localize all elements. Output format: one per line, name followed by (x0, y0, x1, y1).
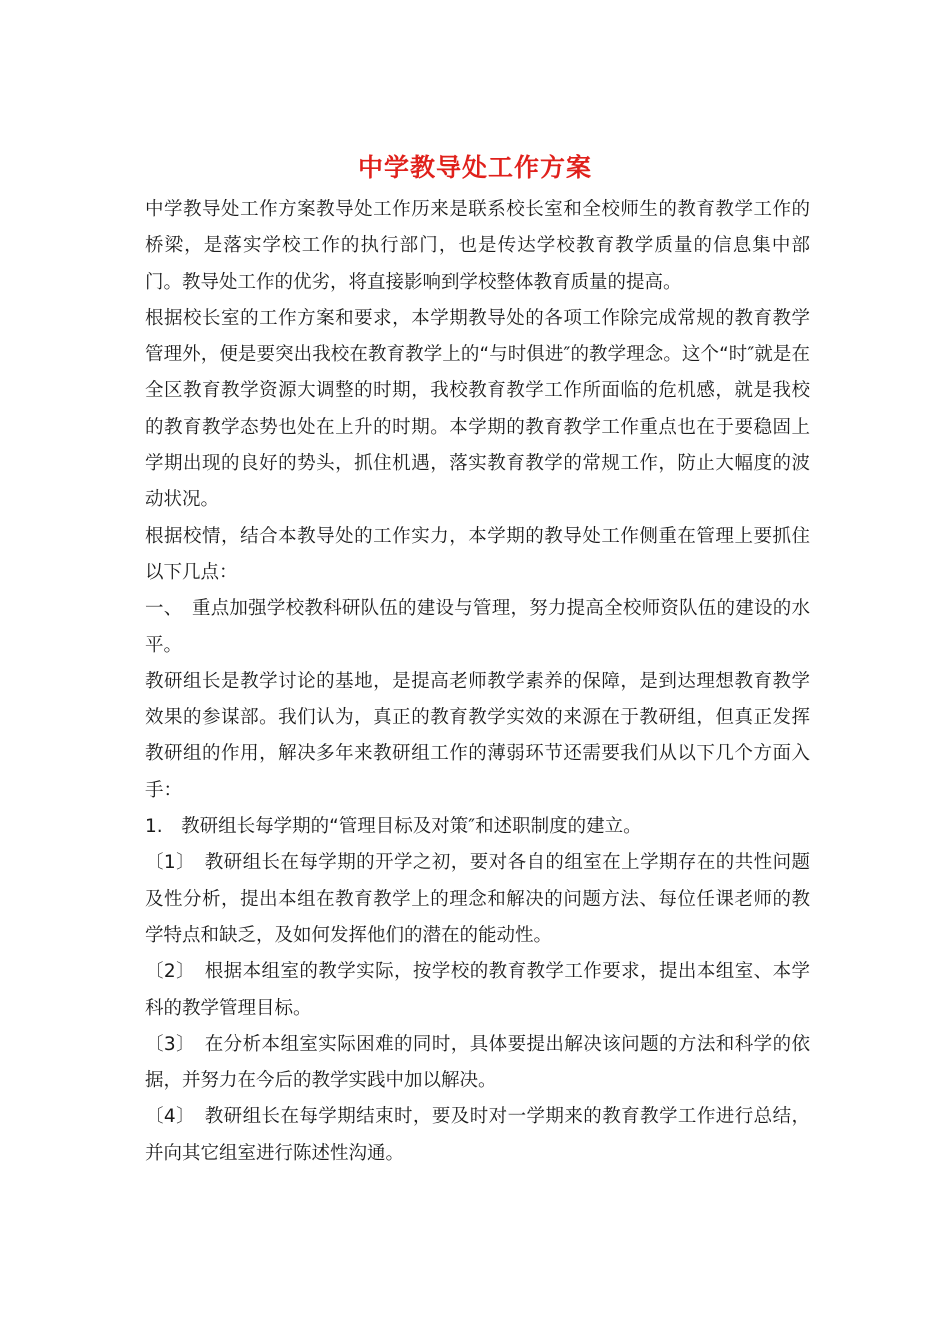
paragraph-focus-points: 根据校情，结合本教导处的工作实力，本学期的教导处工作侧重在管理上要抓住以下几点： (145, 525, 810, 583)
sub-item-3: 〔3〕 在分析本组室实际困难的同时，具体要提出解决该问题的方法和科学的依据，并努力在今后的教学实践中加以解决。 (145, 1033, 810, 1092)
section-heading-one: 一、 重点加强学校教科研队伍的建设与管理，努力提高全校师资队伍的建设的水平。 (145, 598, 810, 656)
list-item-1: 1. 教研组长每学期的“管理目标及对策″和述职制度的建立。 (145, 816, 642, 838)
sub-item-2: 〔2〕 根据本组室的教学实际，按学校的教育教学工作要求，提出本组室、本学科的教学管理目标。 (145, 961, 810, 1019)
document-body (145, 192, 810, 1172)
sub-item-4: 〔4〕 教研组长在每学期结束时，要及时对一学期来的教育教学工作进行总结，并向其它组室进行陈述性沟通。 (145, 1106, 810, 1164)
paragraph-plan-requirements: 根据校长室的工作方案和要求，本学期教导处的各项工作除完成常规的教育教学管理外，便是要突出我校在教育教学上的“与时俱进″的教学理念。这个“时″就是在全区教育教学资源大调整的时期，我校教育教学工作所面临的危机感，就是我校的教育教学态势也处在上升的时期。本学期的教育教学工作重点也在于要稳固上学期出现的良好的势头，抓住机遇，落实教育教学的常规工作，防止大幅度的波动状况。 (145, 307, 810, 511)
paragraph-intro: 中学教导处工作方案教导处工作历来是联系校长室和全校师生的教育教学工作的桥梁，是落实学校工作的执行部门，也是传达学校教育教学质量的信息集中部门。教导处工作的优劣，将直接影响到学校整体教育质量的提高。 (145, 199, 810, 293)
document-title: 中学教导处工作方案 (357, 153, 592, 182)
paragraph-research-groups: 教研组长是教学讨论的基地，是提高老师教学素养的保障，是到达理想教育教学效果的参谋部。我们认为，真正的教育教学实效的来源在于教研组，但真正发挥教研组的作用，解决多年来教研组工作的薄弱环节还需要我们从以下几个方面入手： (145, 670, 810, 801)
sub-item-1: 〔1〕 教研组长在每学期的开学之初，要对各自的组室在上学期存在的共性问题及性分析，提出本组在教育教学上的理念和解决的问题方法、每位任课老师的教学特点和缺乏，及如何发挥他们的潜在的能动性。 (145, 852, 810, 946)
